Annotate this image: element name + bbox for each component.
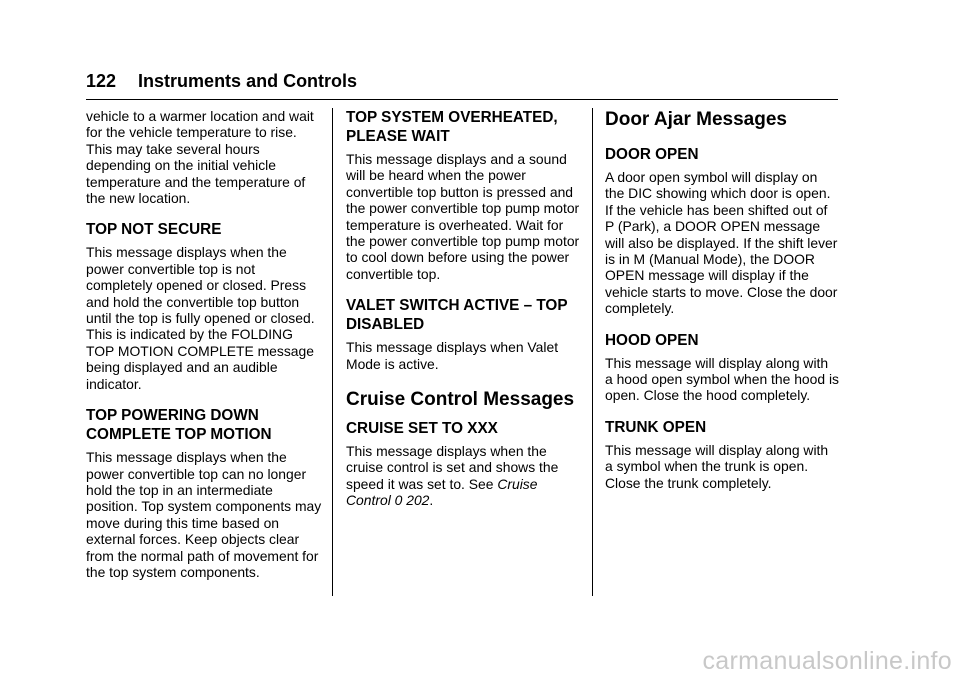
section-heading-top-system-overheated: TOP SYSTEM OVERHEATED, PLEASE WAIT — [346, 109, 558, 145]
paragraph: This message displays and a sound will be heard when the power convertible top button is pressed and the power convertible top pump motor temperature is overheated. Wait for the power convertible top pump motor to cool down before using the power convertible top. — [346, 151, 580, 282]
section-heading-top-not-secure: TOP NOT SECURE — [86, 221, 222, 239]
page-title: Instruments and Controls — [138, 71, 358, 91]
paragraph: This message displays when the power convertible top is not completely opened or closed. Press and hold the convertible top button until the top is fully opened or closed. This is indicated by the FOLDING TOP MOTION COMPLETE message being displayed and an audible indicator. — [86, 244, 315, 392]
paragraph: A door open symbol will display on the DIC showing which door is open. If the vehicle has been shifted out of P (Park), a DOOR OPEN message will also be displayed. If the shift lever is in M (Manual Mode), the DOOR OPEN message will display if the vehicle starts to move. Close the door completely. — [605, 169, 838, 317]
paragraph: This message displays when the power convertible top can no longer hold the top in an intermediate position. Top system components may move during this time based on external forces. Keep objects clear from the normal path of movement for the top system components. — [86, 449, 322, 580]
paragraph — [346, 443, 582, 509]
cross-reference-link[interactable]: Cruise Control — [346, 475, 538, 509]
paragraph-end: . — [429, 492, 434, 509]
paragraph: This message displays when Valet Mode is active. — [346, 339, 559, 372]
column-divider — [332, 108, 333, 596]
page-number: 122 — [86, 71, 117, 91]
watermark-text: carmanualsonline.info — [702, 647, 952, 675]
section-heading-trunk-open: TRUNK OPEN — [605, 418, 707, 436]
column-divider — [592, 108, 593, 596]
column-middle — [346, 108, 582, 509]
paragraph: This message will display along with a symbol when the trunk is open. Close the trunk completely. — [605, 441, 829, 491]
section-heading-valet-switch: VALET SWITCH ACTIVE – TOP DISABLED — [346, 297, 568, 334]
column-right — [605, 108, 839, 491]
section-heading-top-powering-down: TOP POWERING DOWN COMPLETE TOP MOTION — [86, 407, 272, 444]
paragraph: vehicle to a warmer location and wait for the vehicle temperature to rise. This may take several hours depending on the initial vehicle temperature and the temperature of the new location. — [86, 108, 314, 207]
chapter-heading-door-ajar: Door Ajar Messages — [605, 109, 787, 130]
column-left — [86, 108, 322, 580]
paragraph-text: This message displays when the cruise control is set and shows the speed it was set to. See — [346, 443, 559, 492]
page-header — [86, 70, 838, 100]
section-heading-hood-open: HOOD OPEN — [605, 331, 699, 349]
paragraph: This message will display along with a hood open symbol when the hood is open. Close the hood completely. — [605, 354, 839, 404]
chapter-heading-cruise-control: Cruise Control Messages — [346, 389, 575, 411]
page-reference[interactable]: 0 202 — [394, 492, 430, 509]
section-heading-cruise-set: CRUISE SET TO XXX — [346, 420, 498, 438]
section-heading-door-open: DOOR OPEN — [605, 146, 699, 163]
